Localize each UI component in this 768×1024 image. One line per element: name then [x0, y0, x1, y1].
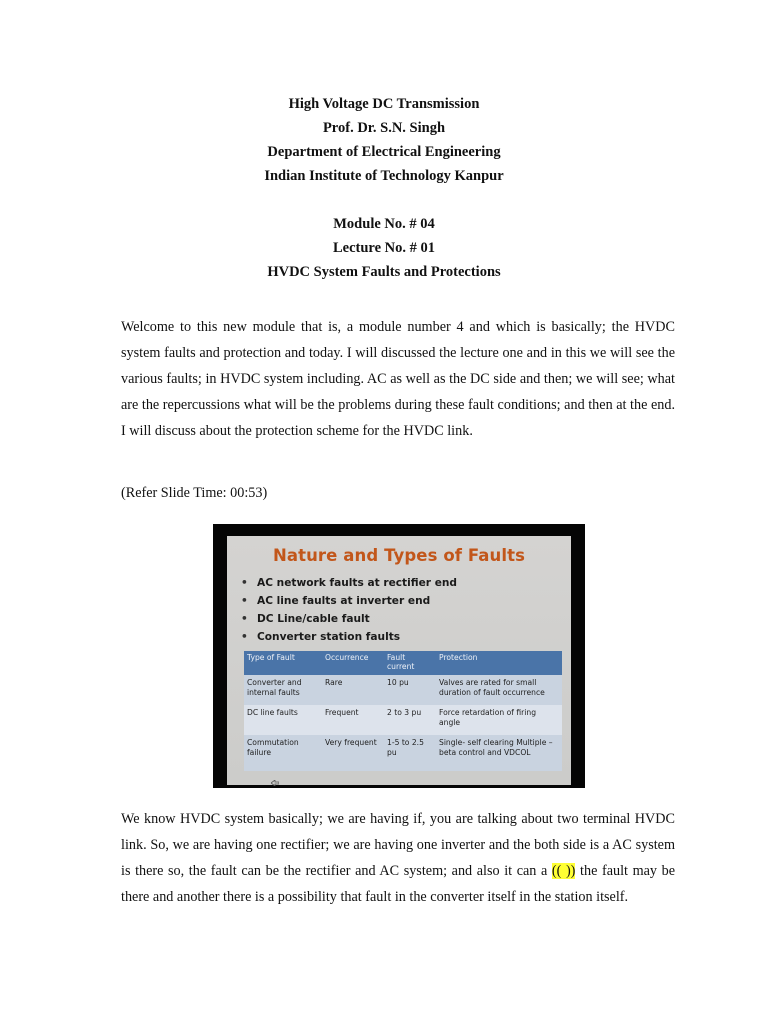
table-cell: DC line faults	[244, 705, 322, 735]
table-cell: Single- self clearing Multiple – beta control and VDCOL	[436, 735, 562, 771]
table-cell: Valves are rated for small duration of fault occurrence	[436, 675, 562, 705]
table-cell: 2 to 3 pu	[384, 705, 436, 735]
slide-bullet	[241, 592, 457, 610]
course-title: High Voltage DC Transmission	[288, 96, 480, 112]
slide-bullet	[241, 628, 457, 646]
table-header-cell: Fault current	[384, 651, 436, 675]
slide-bullet-list	[241, 574, 457, 646]
bullet-icon: •	[241, 577, 248, 589]
paragraph-text: We know HVDC system basically; we are having if, you are talking about two terminal HVDC link. So, we are having one rectifier; we are having one inverter and the both side is a AC system is there so, the fault can be the rectifier and AC system; and also it can a	[121, 811, 675, 879]
table-cell: Rare	[322, 675, 384, 705]
slide-content	[227, 536, 571, 785]
bullet-text: AC network faults at rectifier end	[257, 577, 458, 589]
department-name: Department of Electrical Engineering	[267, 144, 501, 160]
bullet-icon: •	[241, 631, 248, 643]
bullet-icon: •	[241, 613, 248, 625]
header-spacer	[0, 188, 768, 212]
table-row	[244, 735, 562, 771]
body-paragraph	[121, 806, 675, 910]
bullet-text: Converter station faults	[257, 631, 401, 643]
lecture-number: Lecture No. # 01	[332, 240, 436, 256]
professor-name: Prof. Dr. S.N. Singh	[322, 120, 446, 136]
table-header-cell: Protection	[436, 651, 562, 675]
lecture-topic: HVDC System Faults and Protections	[267, 264, 501, 280]
table-cell: Converter and internal faults	[244, 675, 322, 705]
intro-paragraph: Welcome to this new module that is, a module number 4 and which is basically; the HVDC system faults and protection and today. I will discussed the lecture one and in this we will see the various faults; in HVDC system including. AC as well as the DC side and then; we will see; what are the repercussions what will be the problems during these fault conditions; and then at the end. I will discuss about the protection scheme for the HVDC link.	[121, 319, 675, 439]
table-header-cell: Occurrence	[322, 651, 384, 675]
table-header-row	[244, 651, 562, 675]
table-cell: 1-5 to 2.5 pu	[384, 735, 436, 771]
inaudible-highlight: (( ))	[551, 863, 576, 879]
institute-name: Indian Institute of Technology Kanpur	[264, 168, 504, 184]
slide-screenshot	[213, 524, 585, 788]
slide-bullet	[241, 574, 457, 592]
slide-title: Nature and Types of Faults	[272, 546, 526, 565]
bullet-icon: •	[241, 595, 248, 607]
paragraph-text: the fault may be there and another there is a possibility that fault in the converter itself in the station itself.	[121, 863, 675, 905]
table-row	[244, 675, 562, 705]
table-header-cell: Type of Fault	[244, 651, 322, 675]
slide-time-reference: (Refer Slide Time: 00:53)	[121, 485, 268, 501]
slide-bullet	[241, 610, 457, 628]
table-cell: Commutation failure	[244, 735, 322, 771]
pointer-cursor-icon	[271, 780, 279, 786]
table-cell: Force retardation of firing angle	[436, 705, 562, 735]
table-cell: 10 pu	[384, 675, 436, 705]
table-row	[244, 705, 562, 735]
bullet-text: DC Line/cable fault	[257, 613, 370, 625]
lecture-header	[0, 92, 768, 284]
table-cell: Frequent	[322, 705, 384, 735]
fault-types-table	[244, 651, 562, 771]
bullet-text: AC line faults at inverter end	[257, 595, 431, 607]
table-cell: Very frequent	[322, 735, 384, 771]
module-number: Module No. # 04	[333, 216, 435, 232]
